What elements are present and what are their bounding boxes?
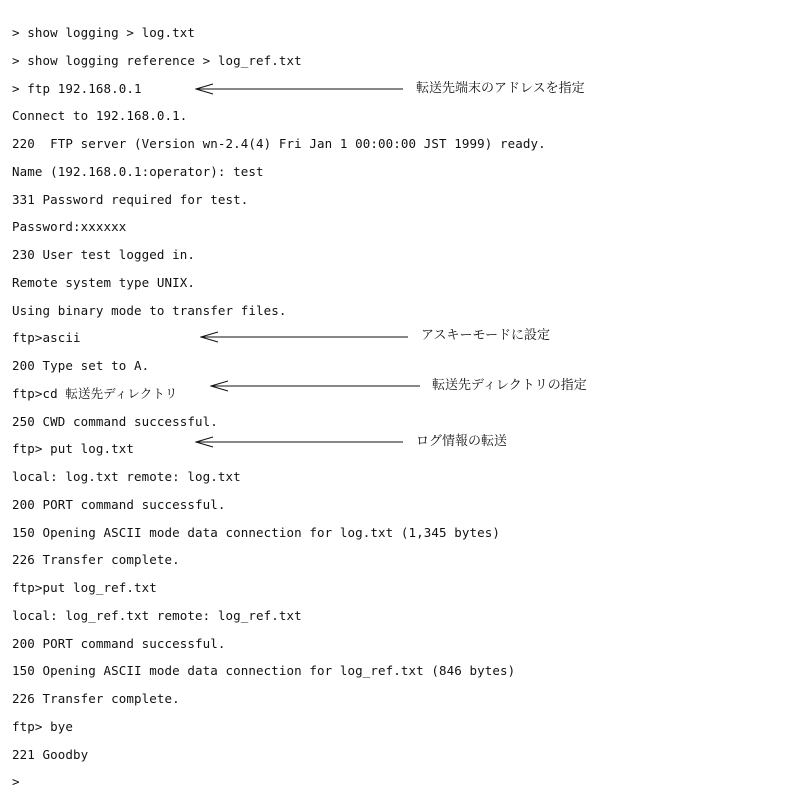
terminal-line: 221 Goodby [12,747,89,762]
terminal-line: local: log.txt remote: log.txt [12,469,241,484]
terminal-line: > [12,774,20,789]
annotation-put-log: ログ情報の転送 [416,434,508,449]
terminal-line: 200 PORT command successful. [12,497,226,512]
left-arrow-icon [210,380,422,392]
terminal-line: ftp>put log_ref.txt [12,580,157,595]
terminal-line: Connect to 192.168.0.1. [12,108,188,123]
annotation-ftp-address: 転送先端末のアドレスを指定 [416,81,585,96]
terminal-line: 200 Type set to A. [12,358,150,373]
terminal-line: 226 Transfer complete. [12,552,180,567]
terminal-line: ftp>cd 転送先ディレクトリ [12,386,178,401]
terminal-line: 230 User test logged in. [12,247,196,262]
terminal-line: > show logging reference > log_ref.txt [12,53,302,68]
terminal-line: > show logging > log.txt [12,25,196,40]
terminal-line: ftp> put log.txt [12,441,135,456]
annotation-cd-directory: 転送先ディレクトリの指定 [432,378,587,393]
terminal-output [12,0,792,806]
terminal-line: ftp>ascii [12,330,81,345]
left-arrow-icon [195,83,405,95]
terminal-line: Using binary mode to transfer files. [12,303,287,318]
terminal-line: 150 Opening ASCII mode data connection for log.txt (1,345 bytes) [12,525,501,540]
left-arrow-icon [200,331,410,343]
terminal-line: 200 PORT command successful. [12,636,226,651]
terminal-line: 250 CWD command successful. [12,414,218,429]
terminal-line: ftp> bye [12,719,74,734]
terminal-line: 220 FTP server (Version wn-2.4(4) Fri Jan 1 00:00:00 JST 1999) ready. [12,136,546,151]
terminal-line: 331 Password required for test. [12,192,249,207]
terminal-line: local: log_ref.txt remote: log_ref.txt [12,608,302,623]
terminal-line: 226 Transfer complete. [12,691,180,706]
terminal-line: Remote system type UNIX. [12,275,196,290]
annotation-ascii-mode: アスキーモードに設定 [421,328,550,343]
terminal-line: Password:xxxxxx [12,219,127,234]
terminal-line: > ftp 192.168.0.1 [12,81,142,96]
terminal-line: Name (192.168.0.1:operator): test [12,164,264,179]
left-arrow-icon [195,436,405,448]
terminal-line: 150 Opening ASCII mode data connection for log_ref.txt (846 bytes) [12,663,516,678]
